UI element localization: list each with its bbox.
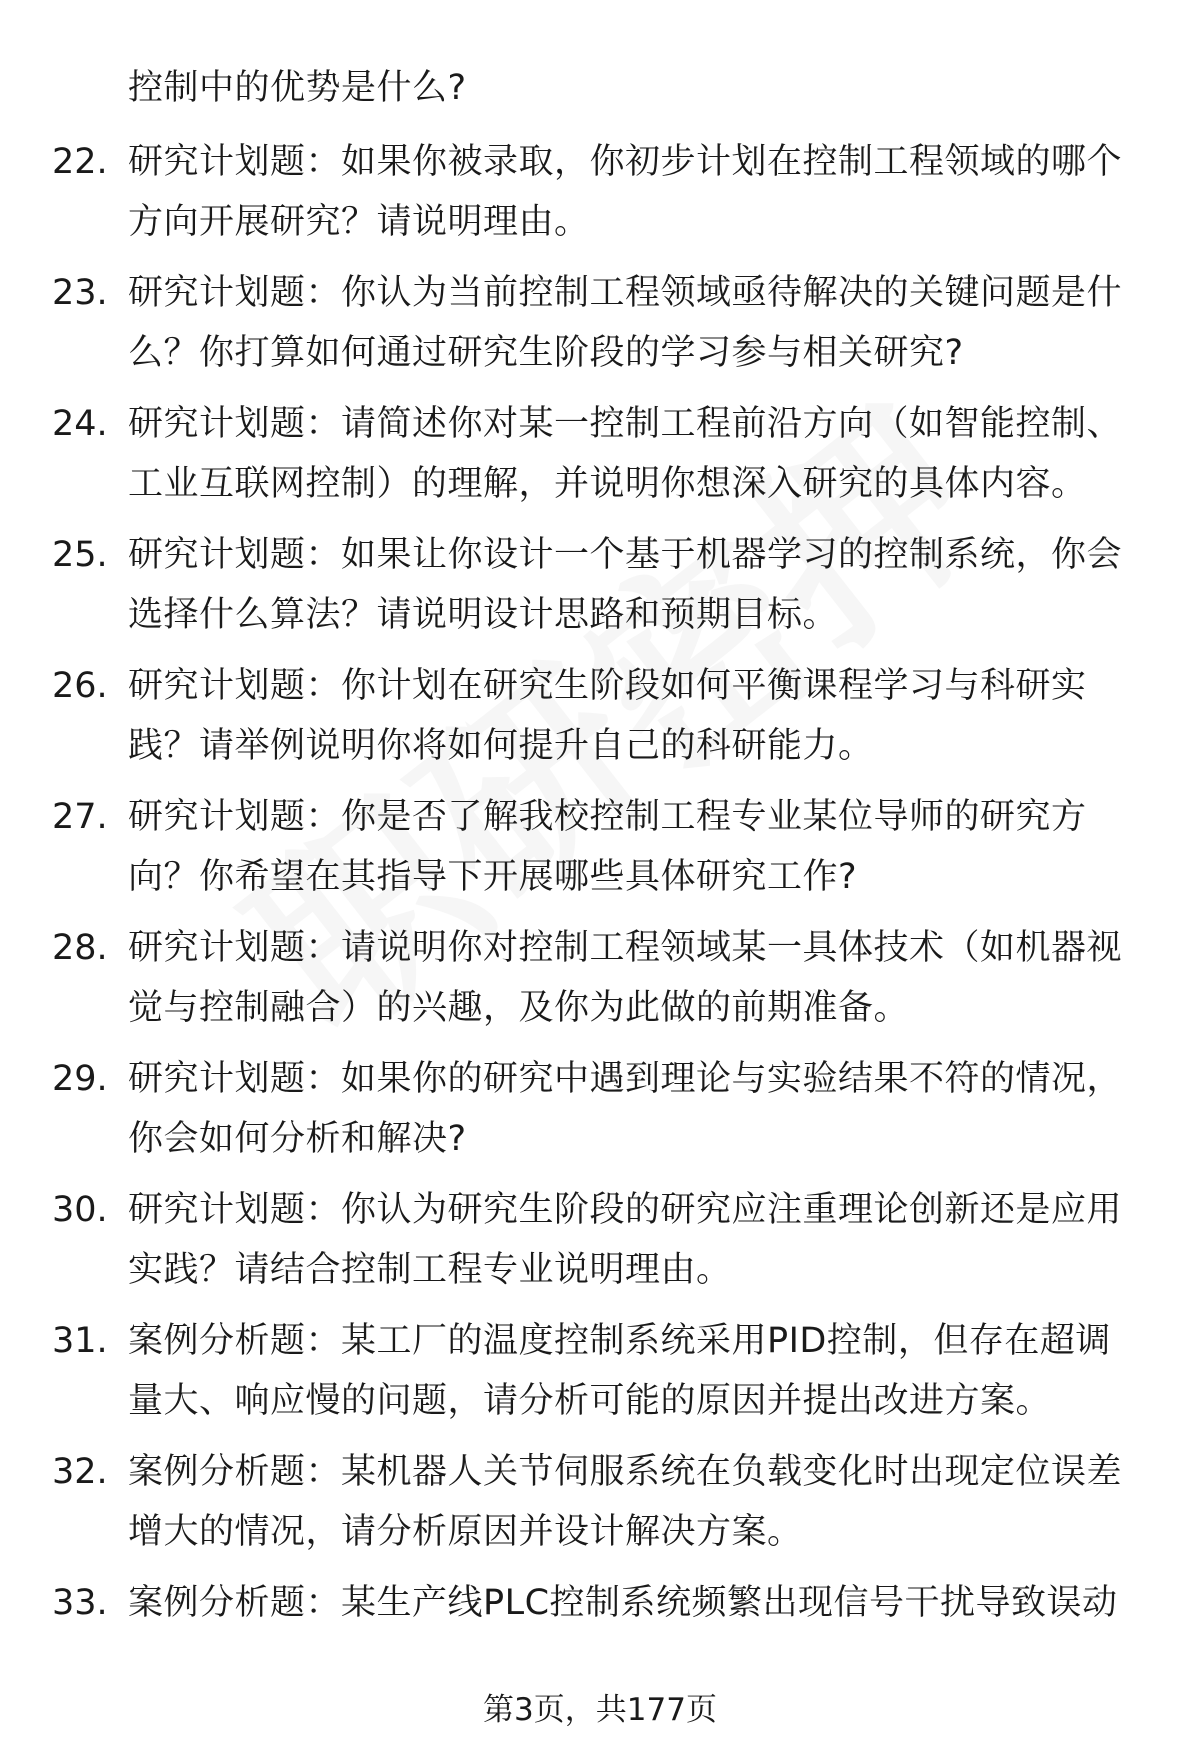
question-number: 30. <box>52 1190 108 1230</box>
question-text: 案例分析题：某工厂的温度控制系统采用PID控制，但存在超调量大、响应慢的问题，请分析可能的原因并提出改进方案。 <box>128 1321 1111 1421</box>
question-text: 研究计划题：如果让你设计一个基于机器学习的控制系统，你会选择什么算法？请说明设计思路和预期目标。 <box>128 535 1123 635</box>
question-text: 研究计划题：请简述你对某一控制工程前沿方向（如智能控制、工业互联网控制）的理解，并说明你想深入研究的具体内容。 <box>128 404 1123 504</box>
question-item <box>0 1442 1200 1573</box>
question-number: 31. <box>52 1321 108 1361</box>
question-text: 研究计划题：请说明你对控制工程领域某一具体技术（如机器视觉与控制融合）的兴趣，及你为此做的前期准备。 <box>128 928 1123 1028</box>
question-text: 研究计划题：如果你的研究中遇到理论与实验结果不符的情况，你会如何分析和解决? <box>128 1059 1123 1159</box>
question-item <box>0 1311 1200 1442</box>
page-footer: 第3页，共177页 <box>483 1692 717 1728</box>
question-number: 24. <box>52 404 108 444</box>
question-number: 33. <box>52 1583 108 1623</box>
question-text: 研究计划题：如果你被录取，你初步计划在控制工程领域的哪个方向开展研究？请说明理由。 <box>128 142 1123 242</box>
question-item <box>0 787 1200 918</box>
question-item <box>0 1049 1200 1180</box>
question-number: 25. <box>52 535 108 575</box>
question-number: 29. <box>52 1059 108 1099</box>
question-number: 23. <box>52 273 108 313</box>
question-number: 22. <box>52 142 108 182</box>
question-text: 研究计划题：你认为当前控制工程领域亟待解决的关键问题是什么？你打算如何通过研究生阶段的学习参与相关研究? <box>128 273 1123 373</box>
question-list <box>0 132 1200 1704</box>
question-number: 28. <box>52 928 108 968</box>
question-item <box>0 1180 1200 1311</box>
question-number: 27. <box>52 797 108 837</box>
question-item <box>0 918 1200 1049</box>
question-item <box>0 1573 1200 1704</box>
question-item <box>0 132 1200 263</box>
question-text: 案例分析题：某生产线PLC控制系统频繁出现信号干扰导致误动 <box>128 1583 1118 1623</box>
question-text: 案例分析题：某机器人关节伺服系统在负载变化时出现定位误差增大的情况，请分析原因并设计解决方案。 <box>128 1452 1123 1552</box>
question-text: 研究计划题：你认为研究生阶段的研究应注重理论创新还是应用实践？请结合控制工程专业说明理由。 <box>128 1190 1123 1290</box>
question-text: 研究计划题：你计划在研究生阶段如何平衡课程学习与科研实践？请举例说明你将如何提升自己的科研能力。 <box>128 666 1087 766</box>
question-number: 26. <box>52 666 108 706</box>
question-item <box>0 525 1200 656</box>
question-number: 32. <box>52 1452 108 1492</box>
question-item <box>0 394 1200 525</box>
question-item <box>0 263 1200 394</box>
question-text: 研究计划题：你是否了解我校控制工程专业某位导师的研究方向？你希望在其指导下开展哪些具体研究工作? <box>128 797 1087 897</box>
question-continuation: 控制中的优势是什么? <box>128 68 467 108</box>
question-item <box>0 656 1200 787</box>
